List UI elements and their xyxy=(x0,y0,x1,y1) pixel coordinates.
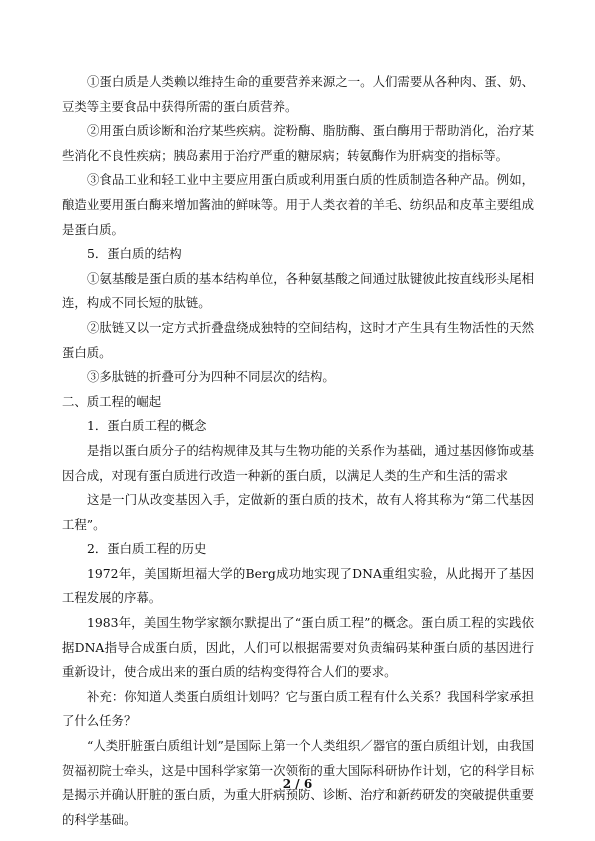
paragraph-protein-industry: ③食品工业和轻工业中主要应用蛋白质或利用蛋白质的性质制造各种产品。例如，酿造业要用蛋白酶来增加酱油的鲜味等。用于人类衣着的羊毛、纺织品和皮革主要组成是蛋白质。 xyxy=(62,172,534,237)
paragraph-protein-diagnosis: ②用蛋白质诊断和治疗某些疾病。淀粉酶、脂肪酶、蛋白酶用于帮助消化，治疗某些消化不良性疾病；胰岛素用于治疗严重的糖尿病；转氨酶作为肝病变的指标等。 xyxy=(62,123,534,163)
paragraph-engineering-definition: 是指以蛋白质分子的结构规律及其与生物功能的关系作为基础，通过基因修饰或基因合成，对现有蛋白质进行改造一种新的蛋白质，以满足人类的生产和生活的需求 xyxy=(62,442,534,483)
document-body xyxy=(62,70,534,832)
section-heading-engineering-history: 2．蛋白质工程的历史 xyxy=(87,541,207,557)
paragraph-amino-acids: ①氨基酸是蛋白质的基本结构单位，各种氨基酸之间通过肽键彼此按直线形头尾相连，构成不同长短的肽链。 xyxy=(62,270,534,311)
paragraph-liver-proteome: “人类肝脏蛋白质组计划”是国际上第一个人类组织／器官的蛋白质组计划，由我国贺福初院士牵头，这是中国科学家第一次领衔的重大国际科研协作计划，它的科学目标是揭示并确认肝脏的蛋白质，为重大肝病预防、诊断、治疗和新药研发的突破提供重要的科学基础。 xyxy=(62,738,534,827)
paragraph-second-generation: 这是一门从改变基因入手，定做新的蛋白质的技术，故有人将其称为“第二代基因工程”。 xyxy=(62,492,534,532)
paragraph-peptide-folding: ②肽链又以一定方式折叠盘绕成独特的空间结构，这时才产生具有生物活性的天然蛋白质。 xyxy=(62,319,534,360)
section-heading-protein-structure: 5．蛋白质的结构 xyxy=(87,246,182,262)
section-heading-engineering-concept: 1．蛋白质工程的概念 xyxy=(87,418,207,434)
section-heading-protein-engineering-rise: 二、质工程的崛起 xyxy=(62,393,162,409)
paragraph-supplement-question: 补充：你知道人类蛋白质组计划吗？它与蛋白质工程有什么关系？我国科学家承担了什么任务？ xyxy=(62,688,534,729)
paragraph-history-1983: 1983年，美国生物学家额尔默提出了“蛋白质工程”的概念。蛋白质工程的实践依据DNA指导合成蛋白质，因此，人们可以根据需要对负责编码某种蛋白质的基因进行重新设计，使合成出来的蛋白质的结构变得符合人们的要求。 xyxy=(62,615,534,680)
paragraph-protein-nutrition: ①蛋白质是人类赖以维持生命的重要营养来源之一。人们需要从各种肉、蛋、奶、豆类等主要食品中获得所需的蛋白质营养。 xyxy=(62,74,534,114)
page-number: 2 / 6 xyxy=(282,777,313,791)
paragraph-history-1972: 1972年，美国斯坦福大学的Berg成功地实现了DNA重组实验，从此揭开了基因工程发展的序幕。 xyxy=(62,565,534,606)
paragraph-folding-levels: ③多肽链的折叠可分为四种不同层次的结构。 xyxy=(87,369,335,385)
